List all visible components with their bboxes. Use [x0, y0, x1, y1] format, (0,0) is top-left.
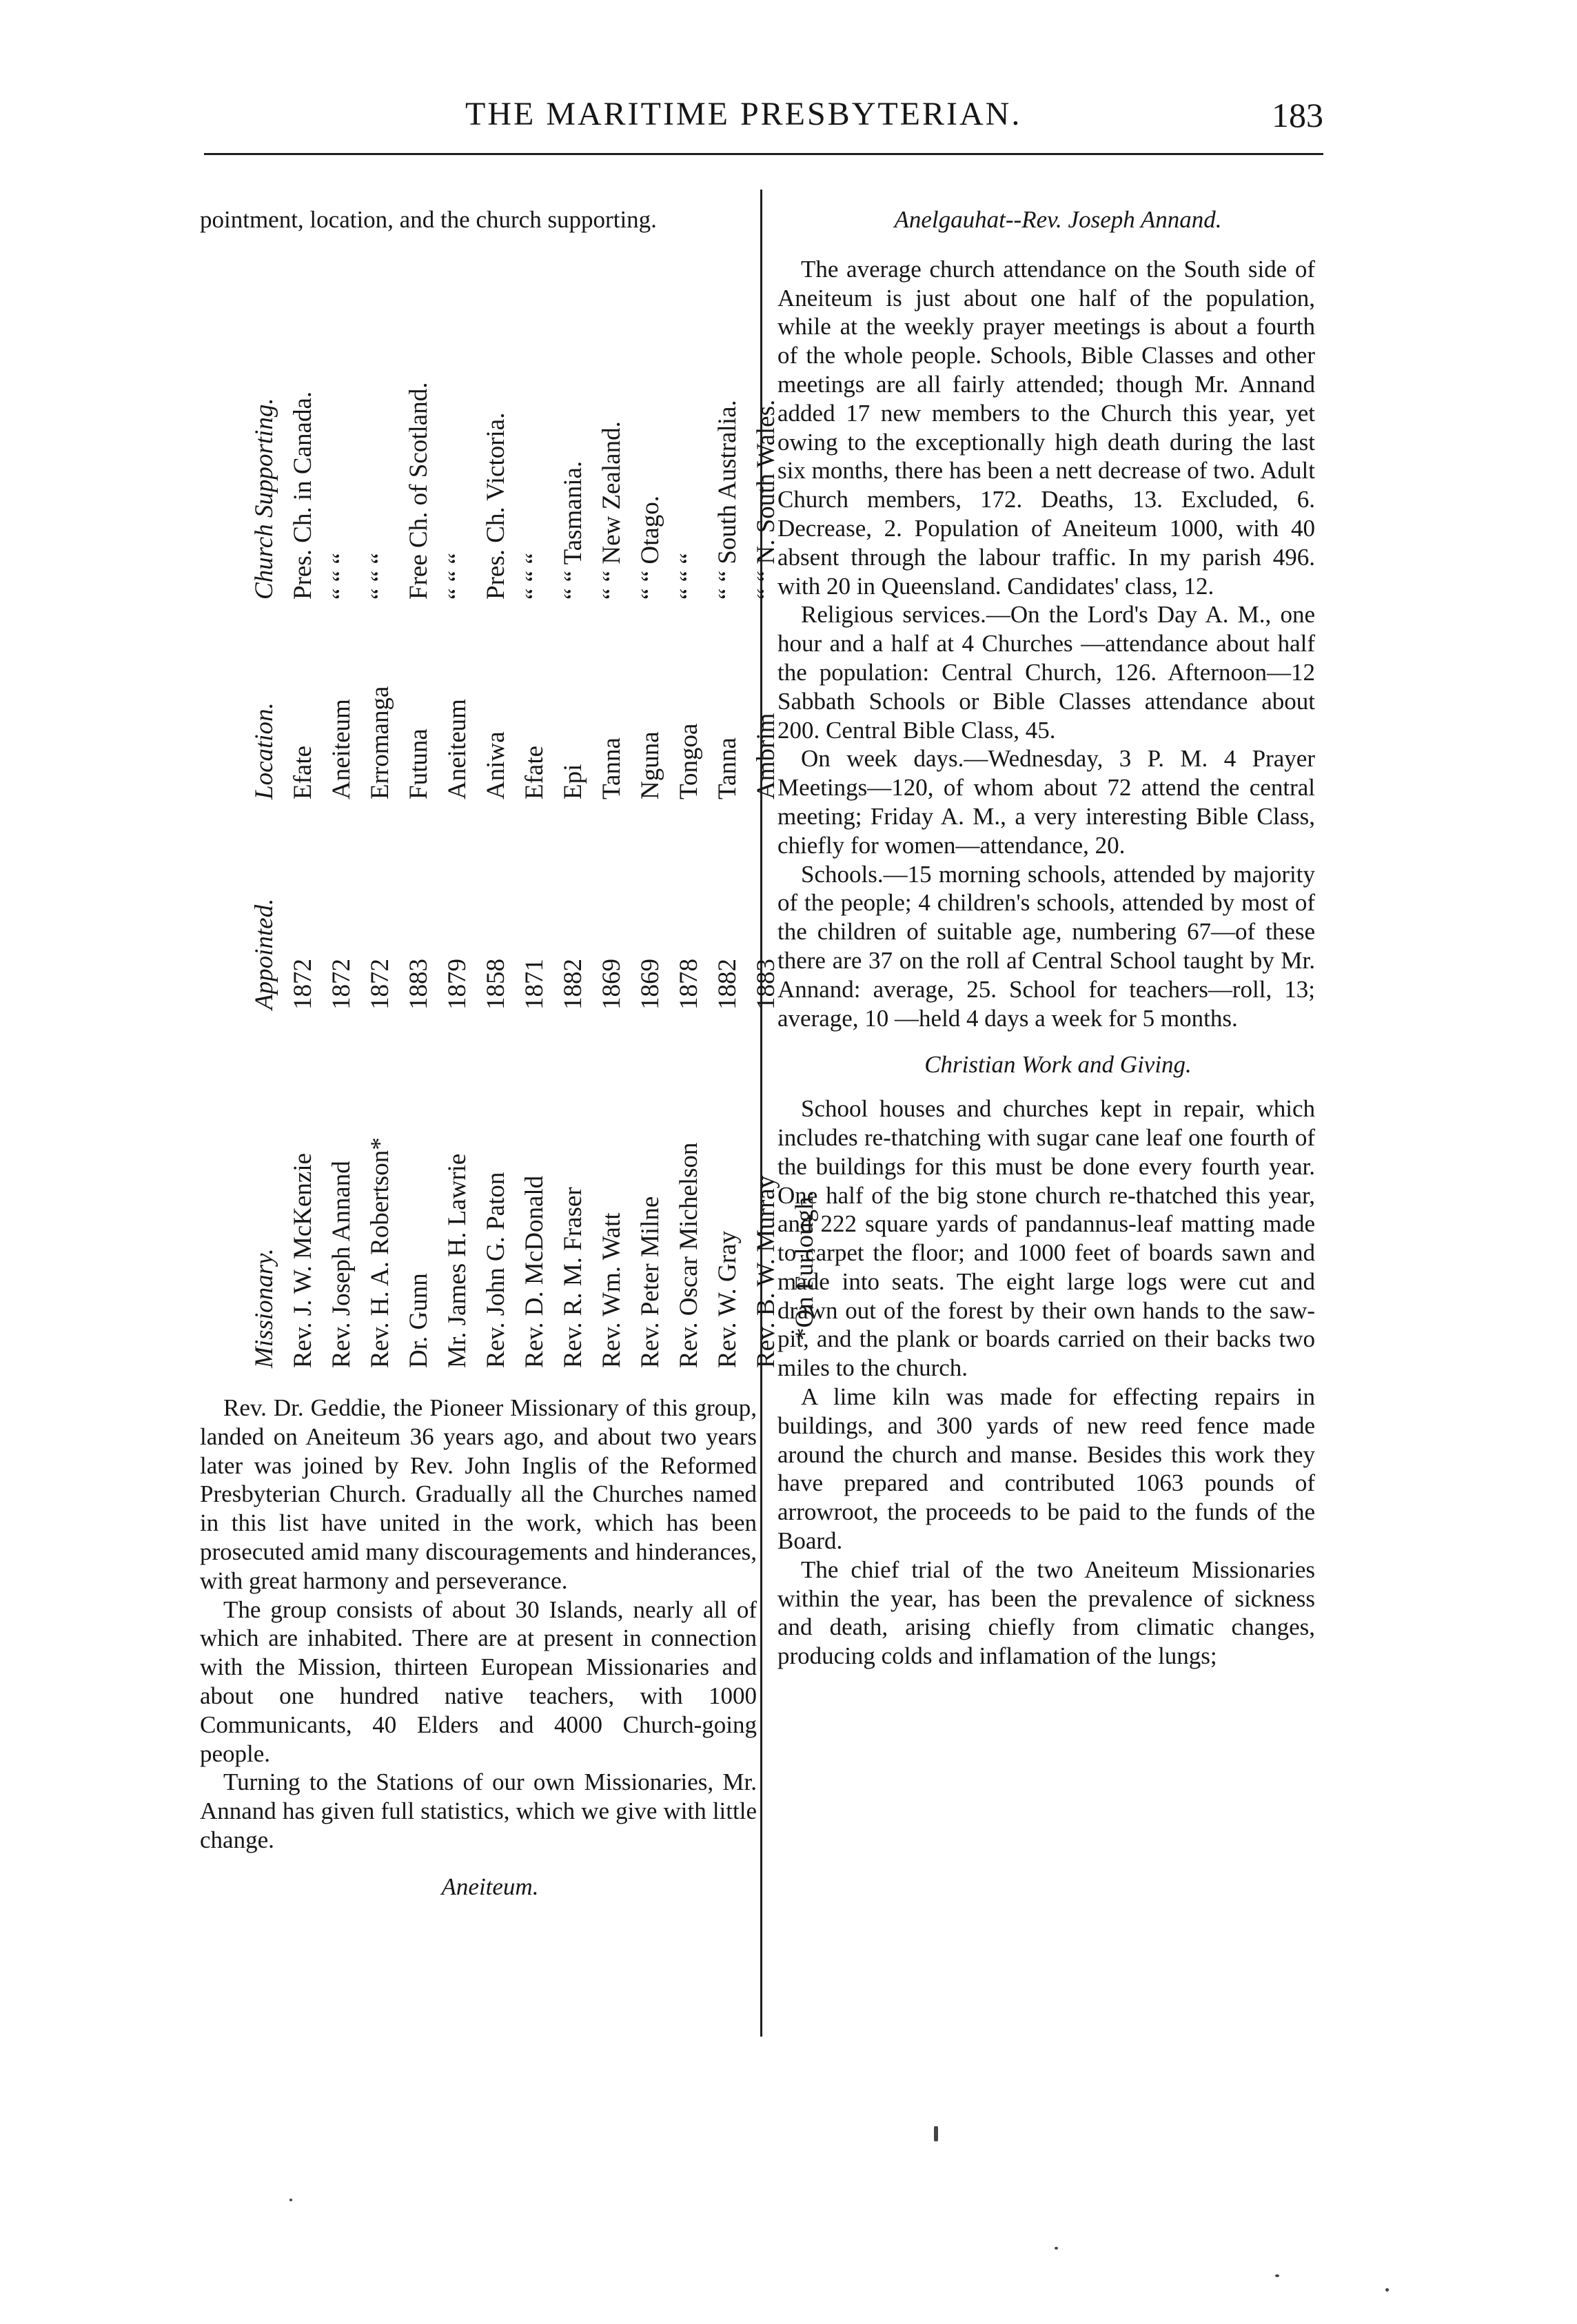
scan-speck — [1055, 2247, 1058, 2250]
missionary-table — [245, 272, 819, 1368]
cell-location: Aneiteum — [327, 699, 356, 799]
cell-location: Erromanga — [366, 686, 394, 799]
table-row — [284, 272, 323, 1368]
cell-church: Pres. Ch. in Canada. — [289, 391, 317, 600]
table-row — [516, 272, 554, 1368]
cell-church: “ “ Tasmania. — [559, 460, 587, 600]
table-row — [709, 272, 747, 1368]
table-row — [323, 272, 361, 1368]
page-header — [193, 95, 1323, 150]
paragraph-lime-kiln: A lime kiln was made for effecting repairs in buildings, and 300 yards of new reed fence made around the church and manse. Besides this work they have prepared and contributed 1063 pounds of arrowroot, the proceeds to be paid to the funds of the Board. — [777, 1383, 1315, 1555]
cell-missionary: Rev. R. M. Fraser — [559, 1187, 587, 1368]
paragraph-chief-trial: The chief trial of the two Aneiteum Missionaries within the year, has been the prevalence of sickness and death, arising chiefly from climatic changes, producing colds and inflamation of the lungs; — [777, 1556, 1315, 1670]
cell-location: Ambrim — [752, 713, 780, 799]
cell-appointed: 1882 — [559, 959, 587, 1010]
cell-location: Nguna — [636, 731, 664, 799]
heading-anelgauhat: Anelgauhat--Rev. Joseph Annand. — [894, 206, 1222, 233]
header-appointed: Appointed. — [250, 898, 278, 1010]
cell-church: “ “ “ — [443, 553, 471, 600]
cell-missionary: Rev. D. McDonald — [520, 1175, 549, 1368]
cell-appointed: 1882 — [713, 959, 742, 1010]
scan-speck — [289, 2199, 292, 2201]
table-header-row — [245, 272, 284, 1368]
header-location: Location. — [250, 702, 278, 799]
cell-appointed: 1883 — [752, 959, 780, 1010]
cell-missionary: Rev. H. A. Robertson* — [366, 1137, 394, 1368]
paragraph-week-days: On week days.—Wednesday, 3 P. M. 4 Prayer Meetings—120, of whom about 72 attend the central meeting; Friday A. M., a very interesting Bible Class, chiefly for women—attendance, 20. — [777, 745, 1315, 859]
cell-church: Free Ch. of Scotland. — [405, 382, 433, 600]
cell-church: “ “ “ — [366, 553, 394, 600]
cell-appointed: 1871 — [520, 959, 549, 1010]
cell-location: Efate — [520, 745, 549, 799]
cell-church: “ “ “ — [327, 553, 356, 600]
heading-christian-work: Christian Work and Giving. — [924, 1051, 1192, 1079]
paragraph-schools: Schools.—15 morning schools, attended by majority of the people; 4 children's schools, attended by most of the children of suitable age, numbering 67—of these there are 37 on the roll af Central School taught by Mr. Annand: average, 25. School for teachers—roll, 13; average, 10 —held 4 days a week for 5 months. — [777, 860, 1315, 1032]
cell-missionary: Rev. John G. Paton — [482, 1172, 510, 1368]
cell-location: Aniwa — [482, 731, 510, 799]
page-number: 183 — [1272, 96, 1323, 134]
table-row — [361, 272, 400, 1368]
cell-location: Tongoa — [675, 723, 703, 799]
scan-speck — [934, 2126, 938, 2141]
cell-appointed: 1869 — [598, 959, 626, 1010]
cell-church: “ “ “ — [520, 553, 549, 600]
cell-church: “ “ Otago. — [636, 495, 664, 600]
cell-missionary: Mr. James H. Lawrie — [443, 1153, 471, 1368]
table-row — [400, 272, 438, 1368]
cell-missionary: Rev. Oscar Michelson — [675, 1142, 703, 1368]
cell-location: Futuna — [405, 728, 433, 799]
scan-speck — [1275, 2274, 1279, 2277]
cell-missionary: Dr. Gunn — [405, 1273, 433, 1368]
header-rule — [204, 153, 1323, 155]
cell-missionary: Rev. Joseph Annand — [327, 1161, 356, 1368]
paragraph-geddie: Rev. Dr. Geddie, the Pioneer Missionary of this group, landed on Aneiteum 36 years ago, and about two years later was joined by Rev. John Inglis of the Reformed Presbyterian Church. Gradually all the Churches named in this list have united in the work, which has been prosecuted amid many discouragements and hinderances, with great harmony and perseverance. — [200, 1394, 757, 1594]
left-column-body — [200, 1394, 757, 1902]
cell-location: Aneiteum — [443, 699, 471, 799]
cell-church: “ “ N. South Wales. — [752, 399, 780, 600]
table-row — [631, 272, 670, 1368]
cell-location: Tanna — [598, 737, 626, 799]
right-column — [777, 205, 1315, 1671]
paragraph-group: The group consists of about 30 Islands, nearly all of which are inhabited. There are at present in connection with the Mission, thirteen European Missionaries and about one hundred native teachers, with 1000 Communicants, 40 Elders and 4000 Church-going people. — [200, 1596, 757, 1767]
paragraph-stations: Turning to the Stations of our own Missionaries, Mr. Annand has given full statistics, which we give with little change. — [200, 1769, 757, 1853]
table-row — [477, 272, 516, 1368]
header-missionary: Missionary. — [250, 1248, 278, 1368]
cell-missionary: Rev. Peter Milne — [636, 1196, 664, 1368]
cell-appointed: 1869 — [636, 959, 664, 1010]
cell-appointed: 1883 — [405, 959, 433, 1010]
cell-appointed: 1872 — [366, 959, 394, 1010]
table-row — [593, 272, 631, 1368]
cell-missionary: Rev. J. W. McKenzie — [289, 1152, 317, 1368]
cell-church: “ “ “ — [675, 553, 703, 600]
table-footnote: *On Furlough. — [791, 1190, 819, 1341]
journal-title: THE MARITIME PRESBYTERIAN. — [465, 96, 1022, 132]
cell-appointed: 1858 — [482, 959, 510, 1010]
cell-missionary: Rev. B. W. Murray — [752, 1175, 780, 1368]
cell-church: Pres. Ch. Victoria. — [482, 412, 510, 600]
cell-church: “ “ South Australia. — [713, 400, 742, 600]
table-row — [670, 272, 709, 1368]
intro-text: pointment, location, and the church supporting. — [200, 206, 657, 233]
left-column — [200, 205, 757, 234]
cell-location: Efate — [289, 745, 317, 799]
cell-missionary: Rev. W. Gray — [713, 1230, 742, 1368]
cell-church: “ “ New Zealand. — [598, 421, 626, 600]
paragraph-religious-services: Religious services.—On the Lord's Day A. M., one hour and a half at 4 Churches —attendance about half the population: Central Church, 126. Afternoon—12 Sabbath Schools or Bible Classes attendance about 200. Central Bible Class, 45. — [777, 601, 1315, 744]
paragraph-attendance: The average church attendance on the South side of Aneiteum is just about one half of the population, while at the weekly prayer meetings is about a fourth of the whole people. Schools, Bible Classes and other meetings are all fairly attended; though Mr. Annand added 17 new members to the Church this year, yet owing to the exceptionally high death during the last six months, there has been a nett decrease of two. Adult Church members, 172. Deaths, 13. Excluded, 6. Decrease, 2. Population of Aneiteum 1000, with 40 absent through the labour traffic. In my parish 496. with 20 in Queensland. Candidates' class, 12. — [777, 255, 1315, 600]
cell-location: Tanna — [713, 737, 742, 799]
table-row — [554, 272, 593, 1368]
cell-missionary: Rev. Wm. Watt — [598, 1212, 626, 1368]
cell-location: Epi — [559, 764, 587, 799]
scan-speck — [1385, 2288, 1389, 2292]
cell-appointed: 1872 — [327, 959, 356, 1010]
cell-appointed: 1872 — [289, 959, 317, 1010]
cell-appointed: 1879 — [443, 959, 471, 1010]
table-row — [438, 272, 477, 1368]
paragraph-school-houses: School houses and churches kept in repair, which includes re-thatching with sugar cane leaf one fourth of the buildings for this must be done every fourth year. One half of the big stone church re-thatched this year, and 222 square yards of pandannus-leaf matting made to carpet the floor; and 1000 feet of boards sawn and made into seats. The eight large logs were cut and drawn out of the forest by their own hands to the saw-pit, and the plank or boards carried on their backs two miles to the church. — [777, 1095, 1315, 1382]
heading-aneiteum: Aneiteum. — [441, 1873, 539, 1900]
header-church-supporting: Church Supporting. — [250, 398, 278, 600]
cell-appointed: 1878 — [675, 959, 703, 1010]
